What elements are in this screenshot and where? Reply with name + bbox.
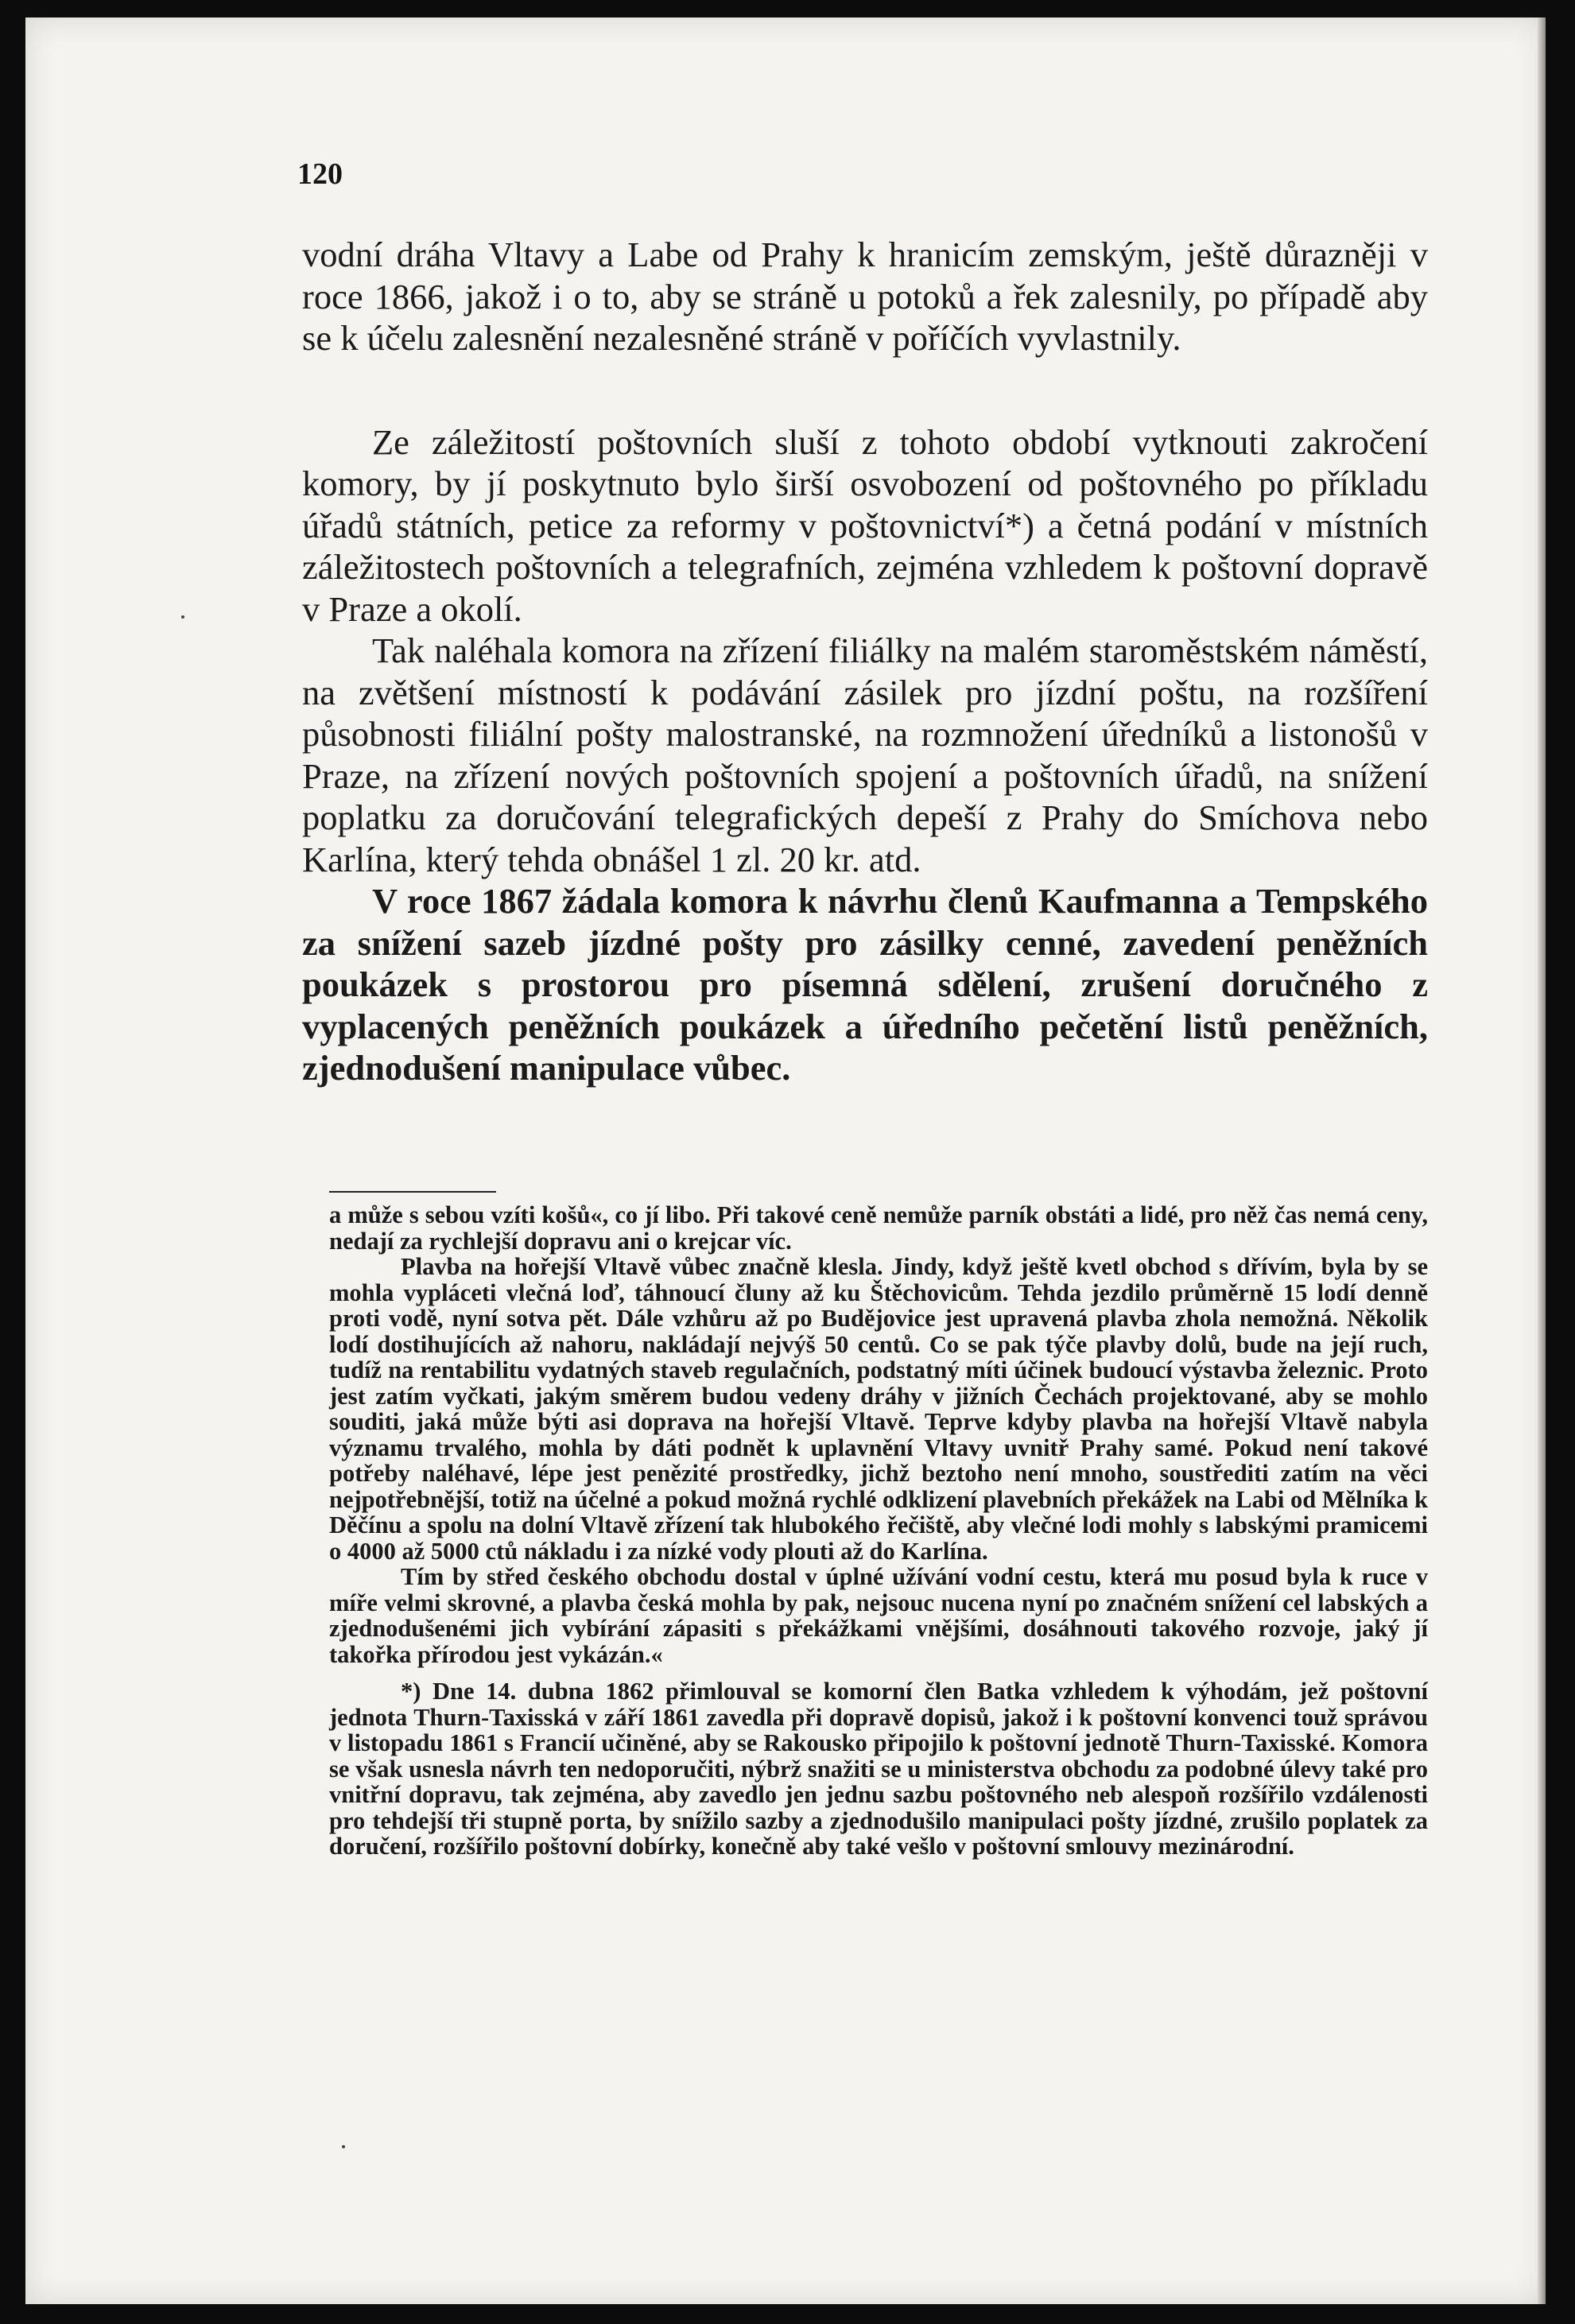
page-edge-shadow	[1538, 17, 1546, 2304]
page-number: 120	[297, 157, 343, 191]
document-page	[25, 17, 1546, 2304]
body-paragraph-1: vodní dráha Vltavy a Labe od Prahy k hranicím zemským, ještě důrazněji v roce 1866, jakož i o to, aby se stráně u potoků a řek zalesnily, po případě aby se k účelu zalesnění nezalesněné stráně v poříčích vyvlastnily.	[302, 235, 1428, 358]
main-text	[302, 234, 1428, 1089]
footnote-asterisk: *) Dne 14. dubna 1862 přimlouval se komorní člen Batka vzhledem k výhodám, jež poštovní jednota Thurn-Taxisská v září 1861 zavedla při dopravě dopisů, jakož i k poštovní konvenci touž správou v listopadu 1861 s Francií učiněné, aby se Rakousko připojilo k poštovní jednotě Thurn-Taxisské. Komora se však usnesla návrh ten nedoporučiti, nýbrž snažiti se u ministerstva obchodu za podobné úlevy také pro vnitřní dopravu, tak zejména, aby zavedlo jen jednu sazbu poštovného neb alespoň rozšířilo vzdálenosti pro tehdejší tři stupně porta, by snížilo sazby a zjednodušilo manipulaci pošty jízdné, zrušilo poplatek za doručení, rozšířilo poštovní dobírky, konečně aby také vešlo v poštovní smlouvy mezinárodní.	[329, 1678, 1428, 1860]
body-paragraph-4: V roce 1867 žádala komora k návrhu členů Kaufmanna a Tempského za snížení sazeb jízdné pošty pro zásilky cenné, zavedení peněžních poukázek s prostorou pro písemná sdělení, zrušení doručného z vyplacených peněžních poukázek a úředního pečetění listů peněžních, zjednodušení manipulace vůbec.	[302, 881, 1428, 1088]
footnotes	[329, 1202, 1428, 1860]
scan-speck	[181, 615, 184, 619]
footnote-paragraph-3: Tím by střed českého obchodu dostal v úplné užívání vodní cestu, která mu posud byla k ruce v míře velmi skrovné, a plavba česká mohla by pak, nejsouc nucena nyní po značném snížení cel labských a zjednodušenémi jich vybírání zápasiti s překážkami vnějšími, dosáhnouti takového rozvoje, jaký jí takořka přírodou jest vykázán.«	[329, 1563, 1428, 1668]
body-paragraph-2: Ze záležitostí poštovních sluší z tohoto období vytknouti zakročení komory, by jí poskytnuto bylo širší osvobození od poštovného po příkladu úřadů státních, petice za reformy v poštovnictví*) a četná podání v místních záležitostech poštovních a telegrafních, zejména vzhledem k poštovní dopravě v Praze a okolí.	[302, 421, 1428, 629]
footnote-continuation: a může s sebou vzíti košů«, co jí libo. Při takové ceně nemůže parník obstáti a lidé, pro něž čas nemá ceny, nedají za rychlejší dopravu ani o krejcar víc.	[329, 1201, 1428, 1255]
scan-speck	[342, 2145, 345, 2148]
footnote-paragraph-2: Plavba na hořejší Vltavě vůbec značně klesla. Jindy, když ještě kvetl obchod s dřívím, byla by se mohla vypláceti vlečná loď, táhnoucí čluny až ku Štěchovicům. Tehda jezdilo průměrně 15 lodí denně proti vodě, nyní sotva pět. Dále vzhůru až po Budějovice jest upravená plavba zhola nemožná. Několik lodí dostihujících až nahoru, nakládají nejvýš 50 centů. Co se pak týče plavby dolů, bude na její ruch, tudíž na rentabilitu vydatných staveb regulačních, podstatný míti účinek budoucí výstavba železnic. Proto jest zatím vyčkati, jakým směrem budou vedeny dráhy v jižních Čechách projektované, aby se mohlo souditi, jaká může býti asi doprava na hořejší Vltavě. Teprve kdyby plavba na hořejší Vltavě nabyla významu trvalého, mohla by dáti podnět k uplavnění Vltavy uvnitř Prahy samé. Pokud není takové potřeby naléhavé, lépe jest penězité prostředky, jichž beztoho není mnoho, soustřediti zatím na věci nejpotřebnější, totiž na účelné a pokud možná rychlé odklizení plavebních překážek na Labi od Mělníka k Děčínu a spolu na dolní Vltavě zřízení tak hlubokého řečiště, aby vlečné lodi mohly s labskými pramicemi o 4000 až 5000 ctů nákladu i za nízké vody plouti až do Karlína.	[329, 1253, 1428, 1565]
body-paragraph-3: Tak naléhala komora na zřízení filiálky na malém staroměstském náměstí, na zvětšení místností k podávání zásilek pro jízdní poštu, na rozšíření působnosti filiální pošty malostranské, na rozmnožení úředníků a listonošů v Praze, na zřízení nových poštovních spojení a poštovních úřadů, na snížení poplatku za doručování telegrafických depeší z Prahy do Smíchova nebo Karlína, který tehda obnášel 1 zl. 20 kr. atd.	[302, 630, 1428, 879]
footnote-divider	[329, 1191, 496, 1193]
